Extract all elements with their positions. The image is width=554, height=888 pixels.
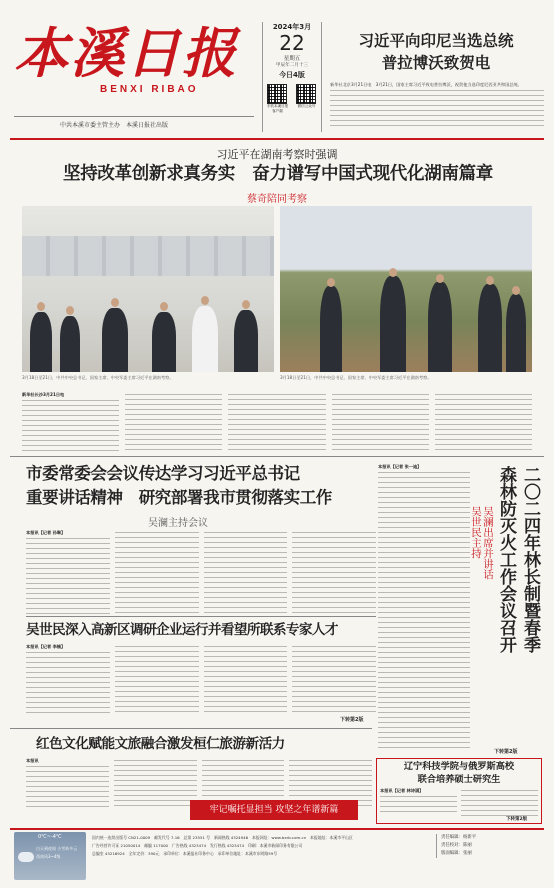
top-headline[interactable]	[326, 30, 546, 74]
footer-top-rule	[10, 828, 544, 830]
article3-sub1: 吴澜出席并讲话	[482, 506, 494, 580]
article6-headline[interactable]	[376, 760, 542, 786]
article3-subhead	[470, 506, 494, 706]
footer-info	[92, 834, 432, 858]
lead-body	[22, 392, 532, 452]
qr2-caption: 微信公众号	[297, 104, 316, 108]
article2-headline[interactable]	[26, 462, 376, 510]
article5-byline: 本报讯	[26, 758, 39, 763]
article2-byline: 本报讯【记者 孙琳】	[26, 530, 66, 535]
article3-continued[interactable]: 下转第2版	[494, 749, 518, 755]
lead-bottom-rule	[10, 456, 544, 457]
sponsor-line: 中共本溪市委主管主办 本溪日报社出版	[60, 122, 169, 129]
weather-temp: 0℃~-4℃	[38, 834, 62, 840]
slogan-banner-text: 牢记嘱托显担当 攻坚之年谱新篇	[209, 805, 339, 815]
article6-byline: 本报讯【记者 林诗涵】	[380, 788, 424, 793]
article3-headline-line1: 二〇二四年林长制暨春季	[520, 466, 540, 653]
lead-byline: 新华社长沙3月21日电	[22, 392, 65, 397]
article6-headline-line1: 辽宁科技学院与俄罗斯高校	[403, 761, 515, 772]
lead-headline[interactable]: 坚持改革创新求真务实 奋力谱写中国式现代化湖南篇章	[63, 164, 493, 184]
weather-desc2: 西南风3~4级	[36, 854, 61, 859]
article4-headline[interactable]: 吴世民深入高新区调研企业运行并看望所联系专家人才	[26, 622, 338, 638]
article3-sub2: 吴世民主持	[470, 506, 482, 559]
article6-body	[380, 788, 538, 816]
article4-bottom-rule	[10, 728, 372, 729]
footer-line1: 国内统一连续出版号 CN21-0009 邮发代号 7-16 总第 23551 号 新闻热线 4324946 本报网址：www.bxrb.com.cn 本报地址：本溪市平山区	[92, 835, 353, 840]
article2-headline-line2: 重要讲话精神 研究部署我市贯彻落实工作	[26, 488, 332, 507]
footer-editor: 责任编辑：杨新平	[441, 835, 477, 840]
top-headline-line2: 普拉博沃致贺电	[381, 53, 491, 72]
masthead-divider	[14, 116, 254, 117]
article2-subhead: 吴澜主持会议	[148, 518, 208, 529]
footer-proof: 责任校对：陈丽	[441, 843, 472, 848]
article2-body	[26, 530, 376, 614]
article3-body	[378, 464, 470, 756]
article4-continued[interactable]: 下转第2版	[340, 717, 364, 723]
article3-headline-line2: 森林防灭火工作会议召开	[496, 466, 516, 653]
lead-subhead: 蔡奇陪同考察	[247, 194, 307, 205]
lead-caption-left: 3月18日至21日，中共中央总书记、国家主席、中央军委主席习近平在湖南考察。	[22, 375, 174, 380]
top-headline-line1: 习近平向印尼当选总统	[358, 31, 514, 50]
article5-headline[interactable]: 红色文化赋能文旅融合激发桓仁旅游新活力	[36, 736, 285, 752]
top-article-body	[330, 82, 544, 132]
footer-line2: 广告经营许可证 21050014 邮编 117000 广告热线 4323474 发行热线 4323474 印刷：本溪市新闻印务有限公司	[92, 843, 303, 848]
top-article-lead: 新华社北京3月21日电 3月21日，国家主席习近平致电普拉博沃，祝贺他当选印度尼西亚共和国总统。	[330, 82, 522, 87]
date-day: 22	[279, 31, 305, 55]
article4-byline: 本报讯【记者 李楠】	[26, 644, 66, 649]
lead-kicker: 习近平在湖南考察时强调	[216, 148, 338, 161]
lead-photo-left[interactable]	[22, 206, 274, 372]
masthead-bottom-rule	[10, 138, 544, 140]
weather-icon	[18, 852, 34, 862]
footer-layout: 版面编辑：张丽	[441, 851, 472, 856]
article4-top-rule	[26, 616, 376, 617]
footer-editors	[436, 834, 542, 858]
article6-continued[interactable]: 下转第2版	[506, 817, 528, 822]
qr-code-wechat[interactable]	[296, 84, 316, 104]
slogan-banner	[190, 800, 358, 820]
lunar-date: 甲辰年二月十三	[275, 63, 309, 68]
weather-box	[14, 832, 86, 880]
qr-code-app[interactable]	[267, 84, 287, 104]
date-year-month: 2024年3月	[272, 23, 312, 31]
article4-body	[26, 644, 376, 716]
footer-line3: 总编室 43216924 全年定价：390元 承印单位：本溪报社印务中心 承印单位地址：本溪市东明路59号	[92, 851, 278, 856]
weather-desc1: 白天到夜间 小雪转多云	[36, 846, 78, 851]
pages-count: 今日4版	[279, 71, 305, 79]
lead-caption-right: 3月18日至21日，中共中央总书记、国家主席、中央军委主席习近平在湖南考察。	[280, 375, 432, 380]
logo: 本溪日报	[14, 21, 238, 85]
lead-photo-right[interactable]	[280, 206, 532, 372]
weekday: 星期五	[283, 56, 301, 62]
article6-headline-line2: 联合培养硕士研究生	[417, 774, 501, 785]
date-box	[262, 22, 322, 132]
article3-byline: 本报讯【记者 张一迪】	[378, 464, 422, 469]
article3-headline[interactable]	[494, 466, 542, 746]
article2-headline-line1: 市委常委会会议传达学习习近平总书记	[26, 464, 300, 483]
qr1-caption: 手机本溪日报客户端	[266, 104, 289, 113]
logo-pinyin: BENXI RIBAO	[100, 84, 199, 95]
